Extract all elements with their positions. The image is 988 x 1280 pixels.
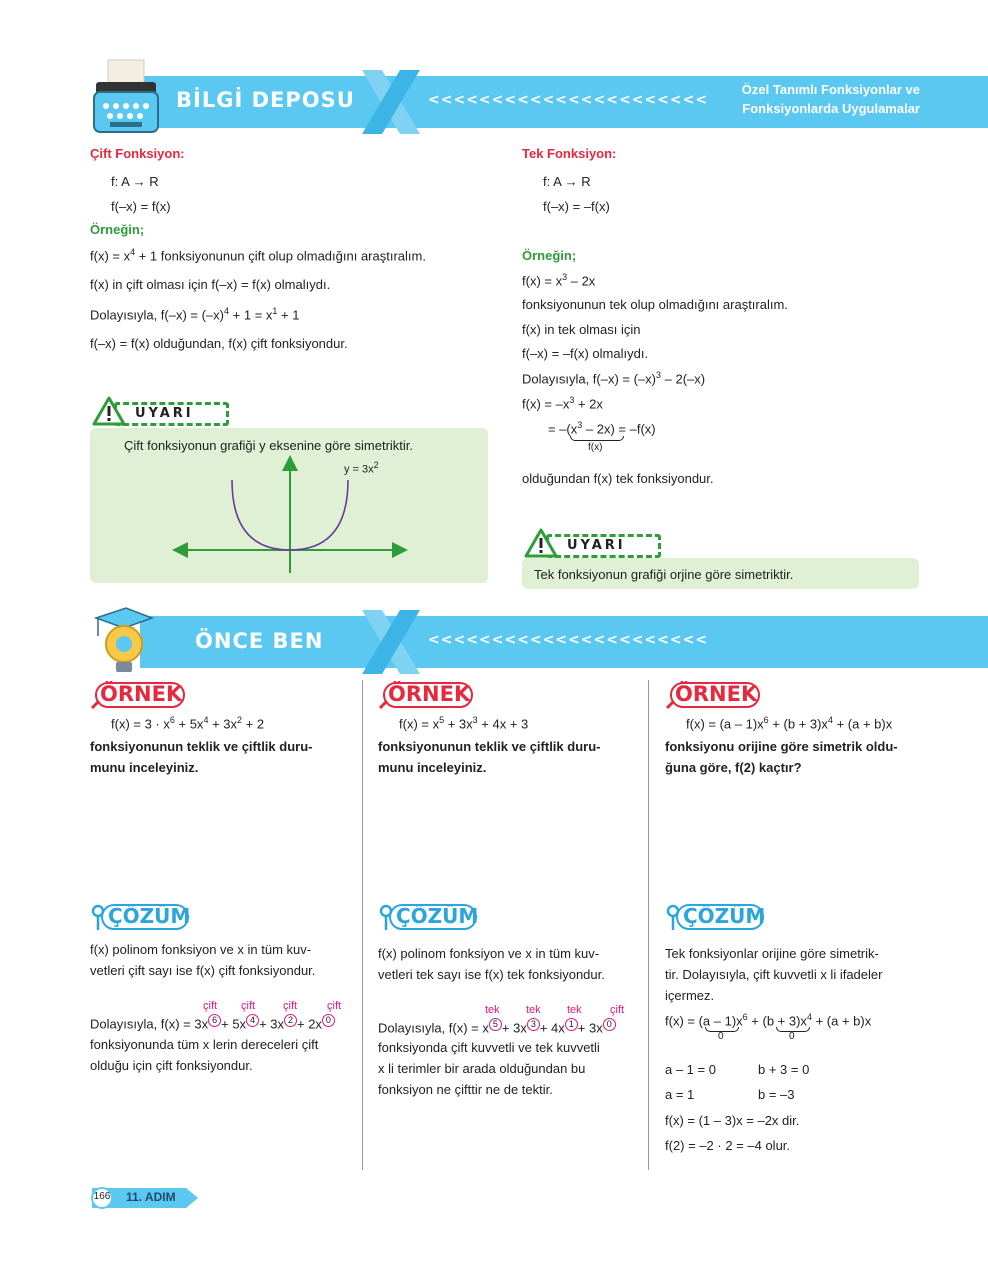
example-3-formula: $f(x) = (a - 1)x^6 + (b + 3)x^4 + (a + b)x$ [686, 715, 893, 732]
odd-underbrace-label: f(x) [588, 442, 603, 453]
odd-line-1: $f(x) = x^3 - 2x$ [522, 272, 596, 289]
equation-1b: b + 3 = 0 [758, 1062, 810, 1077]
odd-def-1: f: A → R [543, 174, 591, 189]
solution-2-badge [378, 904, 478, 930]
solution-3-text: Tek fonksiyonlar orijine göre simetrik- tir. Dolayısıyla, çift kuvvetli x li ifadeler içermez. [665, 946, 883, 1003]
example-2-badge [378, 682, 478, 708]
odd-line-7: = $-(x^3 - 2x) = -f(x)$ [548, 420, 656, 437]
even-def-1: f: A → R [111, 174, 159, 189]
example-2-formula: $f(x) = x^5 + 3x^3 + 4x + 3$ [399, 715, 529, 732]
solution-2-degrees: Dolayısıyla, f(x) = x 5 + 3x 3 + 4x 1 + 3x 0 [378, 1018, 616, 1035]
section-title: ÖNCE BEN [195, 629, 324, 653]
topic-title [730, 80, 920, 118]
even-line-4: f(–x) = f(x) olduğundan, f(x) çift fonksiyondur. [90, 336, 348, 351]
solution-label: ÇÖZÜM [108, 904, 191, 928]
warning-label: UYARI [114, 402, 229, 426]
underbrace-b-zero: 0 [789, 1031, 795, 1042]
example-label: ÖRNEK [388, 682, 471, 706]
even-def-2: f(–x) = f(x) [111, 199, 171, 214]
solution-3-expression: $f(x) = (a - 1)x^6 + (b + 3)x^4 + (a + b)x$ [665, 1012, 872, 1029]
warning-icon [92, 396, 126, 426]
odd-line-2: fonksiyonunun tek olup olmadığını araştıralım. [522, 297, 788, 312]
equation-1a: a – 1 = 0 [665, 1062, 716, 1077]
column-divider [362, 680, 363, 1170]
even-function-heading: Çift Fonksiyon: [90, 146, 185, 161]
solution-2-text-b: fonksiyonda çift kuvvetli ve tek kuvvetli x li terimler bir arada olduğundan bu fonksiyon ne çifttir ne de tektir. [378, 1040, 600, 1097]
equation-2a: a = 1 [665, 1087, 695, 1102]
odd-line-3: f(x) in tek olması için [522, 322, 641, 337]
solution-1-degrees: Dolayısıyla, f(x) = 3x 6 + 5x 4 + 3x 2 + 2x 0 [90, 1014, 335, 1031]
solution-label: ÇÖZÜM [683, 904, 766, 928]
tag-2-4: çift [610, 1004, 625, 1016]
solution-2-text-a: f(x) polinom fonksiyon ve x in tüm kuv- vetleri tek sayı ise f(x) tek fonksiyondur. [378, 946, 605, 982]
tag-1-4: çift [327, 1000, 342, 1012]
example-3-question: fonksiyonu orijine göre simetrik oldu- ğuna göre, f(2) kaçtır? [665, 739, 898, 775]
example-label: ÖRNEK [100, 682, 183, 706]
lightbulb-graduate-icon [88, 604, 158, 676]
odd-line-4: f(–x) = –f(x) olmalıydı. [522, 346, 649, 361]
example-1-formula: $f(x) = 3 \cdot x^6 + 5x^4 + 3x^2 + 2$ [111, 715, 265, 732]
example-1-badge [90, 682, 190, 708]
even-line-1: $f(x) = x^4 + 1$ fonksiyonunun çift olup olmadığını araştıralım. [90, 247, 426, 264]
topic-line-2: Fonksiyonlarda Uygulamalar [742, 101, 920, 116]
page-number: 166 [93, 1191, 111, 1202]
even-warning-text: Çift fonksiyonun grafiği y eksenine göre simetriktir. [124, 438, 414, 453]
odd-warning-tag [524, 532, 664, 554]
odd-warning-text: Tek fonksiyonun grafiği orjine göre simetriktir. [534, 567, 794, 582]
example-label: ÖRNEK [675, 682, 758, 706]
tag-1-3: çift [283, 1000, 298, 1012]
even-line-2: f(x) in çift olması için f(–x) = f(x) olmalıydı. [90, 277, 331, 292]
solution-1-text-b: fonksiyonunda tüm x lerin dereceleri çift olduğu için çift fonksiyondur. [90, 1037, 319, 1073]
banner-chevrons: <<<<<<<<<<<<<<<<<<<<<< [428, 92, 709, 108]
equation-2b: b = –3 [758, 1087, 795, 1102]
typewriter-icon [90, 58, 162, 138]
topic-line-1: Özel Tanımlı Fonksiyonlar ve [741, 82, 920, 97]
example-1-question: fonksiyonunun teklik ve çiftlik duru- munu inceleyiniz. [90, 739, 313, 775]
warning-label: UYARI [546, 534, 661, 558]
graph-label: $y = 3x^2$ [344, 460, 379, 476]
odd-line-8: olduğundan f(x) tek fonksiyondur. [522, 471, 714, 486]
odd-example-label: Örneğin; [522, 248, 577, 263]
odd-function-heading: Tek Fonksiyon: [522, 146, 617, 161]
column-divider [648, 680, 649, 1170]
tag-2-1: tek [485, 1004, 500, 1016]
tag-2-2: tek [526, 1004, 541, 1016]
equation-4: f(2) = –2 · 2 = –4 olur. [665, 1138, 791, 1153]
even-example-label: Örneğin; [90, 222, 145, 237]
section-chevrons: <<<<<<<<<<<<<<<<<<<<<< [428, 632, 709, 648]
x-ribbon-icon [358, 66, 424, 138]
even-warning-tag [92, 400, 232, 422]
x-ribbon-icon [358, 606, 424, 678]
step-label: 11. ADIM [126, 1190, 176, 1204]
banner-title: BİLGİ DEPOSU [176, 88, 355, 112]
solution-3-badge [665, 904, 765, 930]
example-3-badge [665, 682, 765, 708]
even-line-3: Dolayısıyla, $f(-x) = (-x)^4 + 1 = x^1 + 1$ [90, 306, 300, 323]
equation-3: f(x) = (1 – 3)x = –2x dir. [665, 1113, 800, 1128]
tag-2-3: tek [567, 1004, 582, 1016]
odd-underbrace [570, 436, 624, 441]
tag-1-2: çift [241, 1000, 256, 1012]
tag-1-1: çift [203, 1000, 218, 1012]
odd-line-5: Dolayısıyla, $f(-x) = (-x)^3 - 2(-x)$ [522, 370, 706, 387]
example-2-question: fonksiyonunun teklik ve çiftlik duru- munu inceleyiniz. [378, 739, 601, 775]
odd-line-6: $f(x) = -x^3 + 2x$ [522, 395, 603, 412]
underbrace-a-zero: 0 [718, 1031, 724, 1042]
solution-1-badge [90, 904, 190, 930]
solution-label: ÇÖZÜM [396, 904, 479, 928]
odd-def-2: f(–x) = –f(x) [543, 199, 610, 214]
solution-1-text-a: f(x) polinom fonksiyon ve x in tüm kuv- vetleri çift sayı ise f(x) çift fonksiyondur. [90, 942, 316, 978]
warning-icon [524, 528, 558, 558]
